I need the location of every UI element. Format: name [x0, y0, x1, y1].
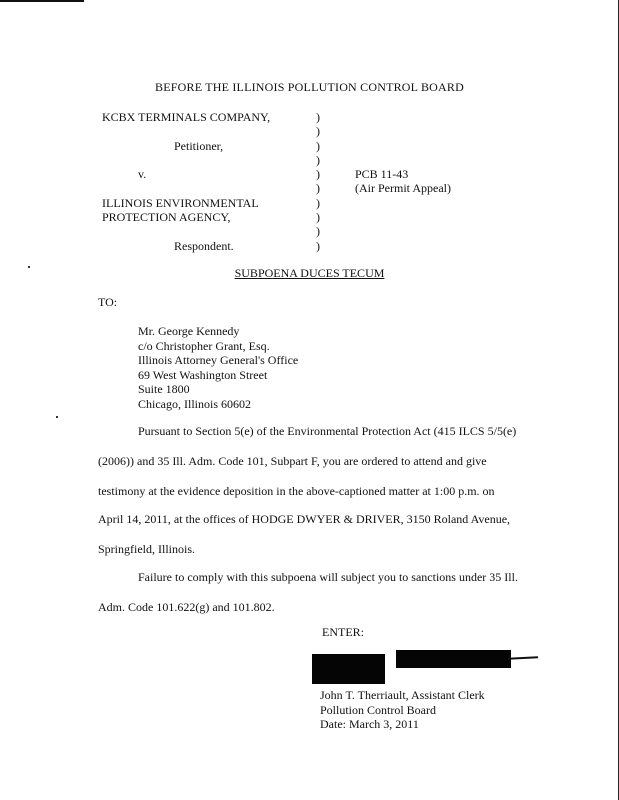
caption-paren: ) [316, 138, 320, 153]
clerk-signature-block [320, 688, 485, 732]
body-line: (2006)) and 35 Ill. Adm. Code 101, Subpart F, you are ordered to attend and give [98, 454, 487, 468]
caption-paren: ) [316, 195, 320, 210]
document-title: SUBPOENA DUCES TECUM [234, 266, 385, 280]
caption-paren: ) [316, 167, 320, 182]
petitioner-name: KCBX TERMINALS COMPANY, [102, 110, 271, 124]
caption-paren: ) [316, 181, 320, 196]
enter-label: ENTER: [322, 625, 364, 639]
body-line: Adm. Code 101.622(g) and 101.802. [98, 600, 275, 614]
caption-parenthesis-column [316, 110, 320, 253]
caption-paren: ) [316, 152, 320, 167]
scan-top-rule [0, 0, 84, 2]
respondent-role: Respondent. [174, 239, 234, 253]
clerk-name: John T. Therriault, Assistant Clerk [320, 688, 485, 702]
caption-paren: ) [316, 210, 320, 225]
signature-redaction-box [312, 654, 385, 684]
address-line: Illinois Attorney General's Office [138, 353, 299, 367]
case-type: (Air Permit Appeal) [355, 181, 451, 195]
body-line: Springfield, Illinois. [98, 542, 195, 556]
caption-paren: ) [316, 224, 320, 239]
scan-speck [56, 416, 58, 418]
caption-paren: ) [316, 124, 320, 139]
body-line: Pursuant to Section 5(e) of the Environmental Protection Act (415 ILCS 5/5(e) [138, 424, 517, 438]
signature-stroke [508, 656, 538, 659]
body-line: April 14, 2011, at the offices of HODGE DWYER & DRIVER, 3150 Roland Avenue, [98, 512, 511, 526]
to-label: TO: [98, 295, 118, 309]
scan-speck [28, 266, 30, 268]
address-line: Chicago, Illinois 60602 [138, 396, 251, 411]
body-line: testimony at the evidence deposition in the above-captioned matter at 1:00 p.m. on [98, 484, 495, 498]
petitioner-role: Petitioner, [174, 139, 224, 153]
signature-redaction-box [396, 650, 511, 668]
recipient-address [138, 324, 298, 411]
respondent-name-line2: PROTECTION AGENCY, [102, 210, 231, 224]
case-number: PCB 11-43 [355, 167, 409, 181]
respondent-name-line1: ILLINOIS ENVIRONMENTAL [102, 196, 259, 210]
address-line: 69 West Washington Street [138, 367, 268, 382]
body-line: Failure to comply with this subpoena will subject you to sanctions under 35 Ill. [138, 570, 518, 584]
clerk-date: Date: March 3, 2011 [320, 717, 419, 731]
caption-paren: ) [316, 110, 320, 124]
board-heading: BEFORE THE ILLINOIS POLLUTION CONTROL BOARD [155, 80, 464, 94]
caption-paren: ) [316, 238, 320, 253]
address-line: Suite 1800 [138, 382, 190, 396]
clerk-office: Pollution Control Board [320, 702, 437, 717]
versus-label: v. [138, 167, 147, 181]
address-line: Mr. George Kennedy [138, 324, 240, 338]
address-line: c/o Christopher Grant, Esq. [138, 338, 270, 353]
